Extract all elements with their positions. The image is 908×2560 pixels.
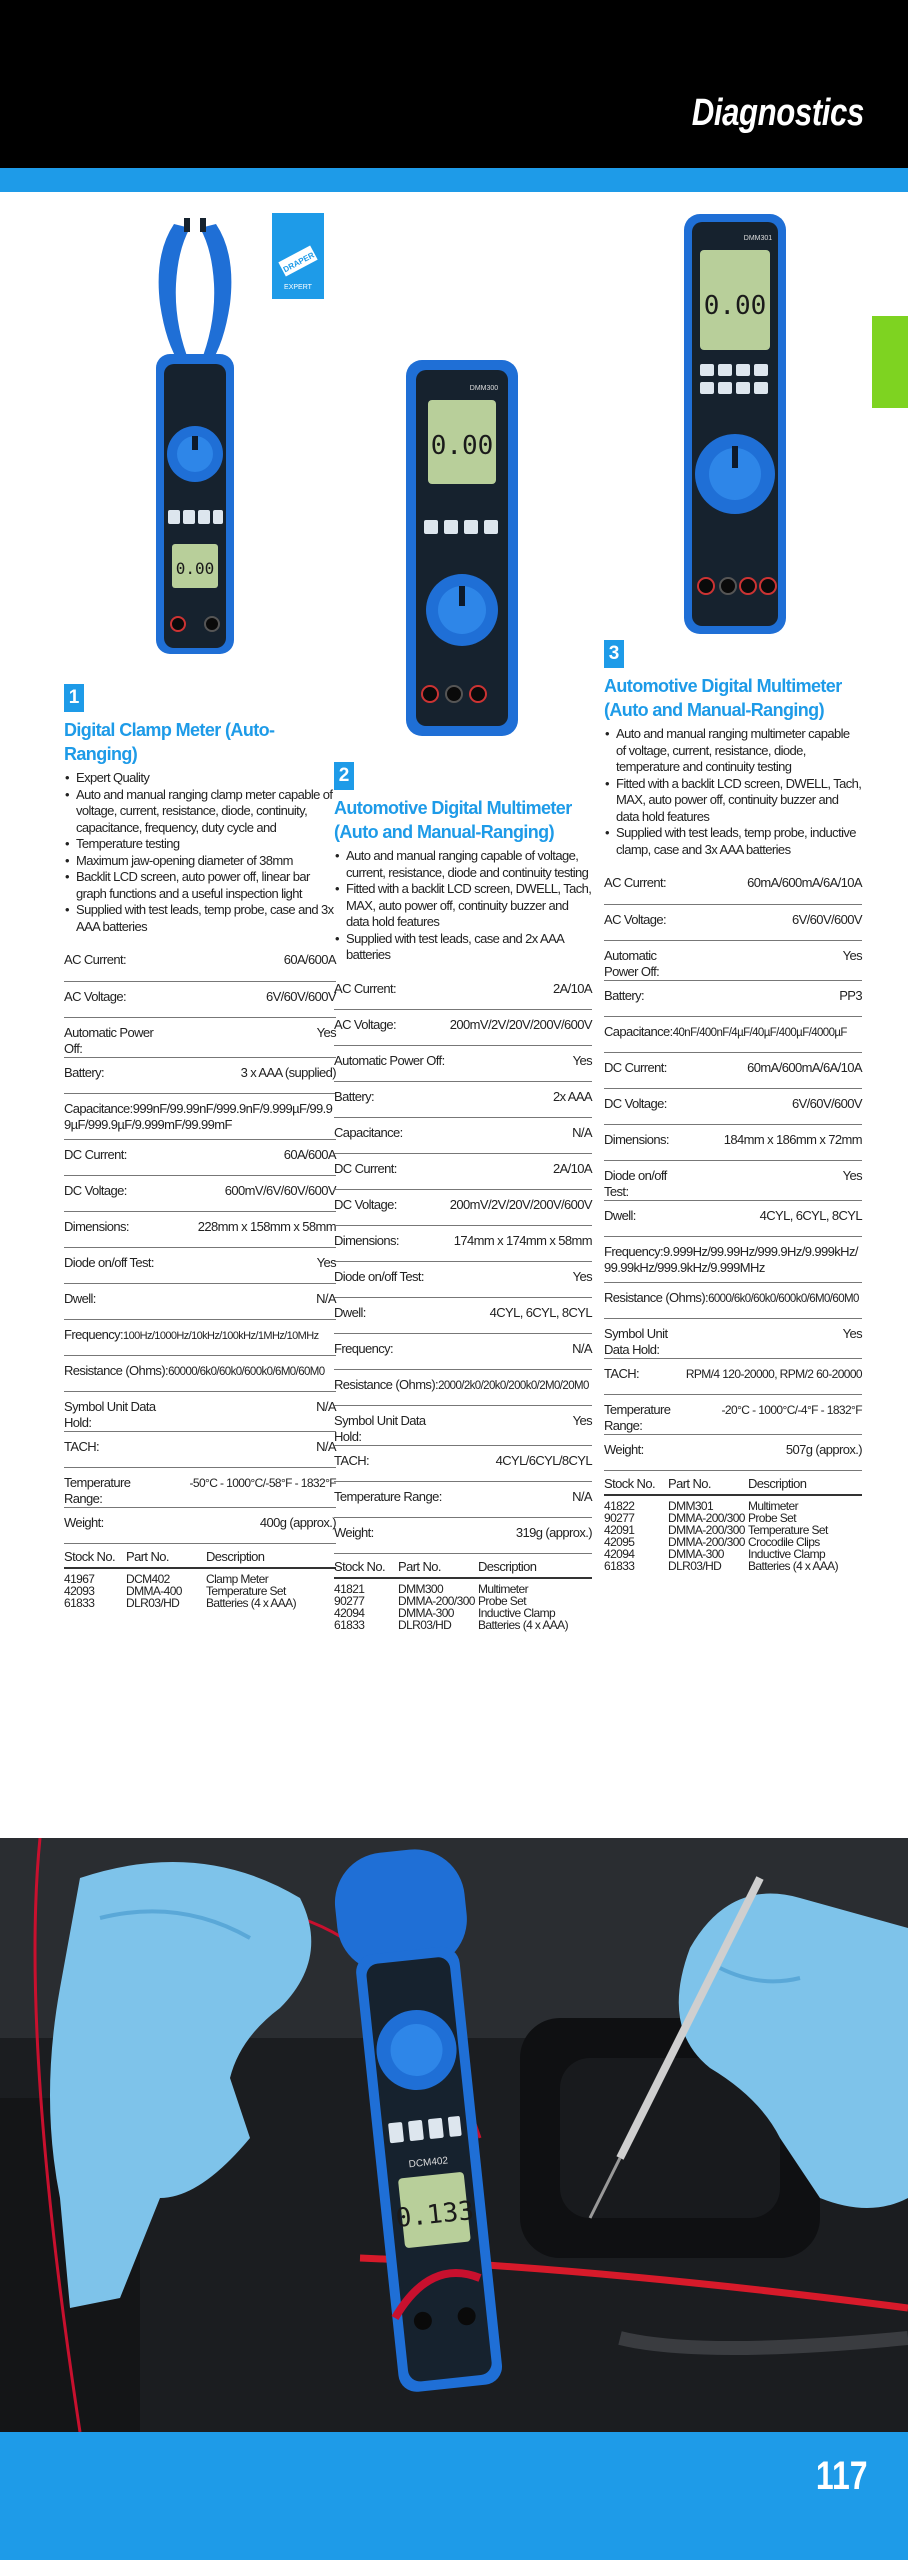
product-title: Automotive Digital Multimeter (Auto and Manual-Ranging) <box>334 798 572 842</box>
spec-row <box>334 974 592 1010</box>
multimeter-dmm300-image <box>404 360 520 736</box>
stock-number: 61833 <box>604 1558 635 1573</box>
spec-row <box>334 1334 592 1370</box>
brand-logo-text: DRAPER <box>281 250 316 275</box>
photo-meter-model: DCM402 <box>408 2155 449 2171</box>
stock-row <box>604 1524 862 1536</box>
spec-row <box>64 1391 336 1431</box>
spec-row <box>334 1370 592 1406</box>
spec-value: 6V/60V/600V <box>680 1088 862 1124</box>
stock-row <box>604 1495 862 1512</box>
stock-description: Probe Set <box>478 1594 526 1608</box>
product-3 <box>604 640 862 1572</box>
spec-value: 100Hz/1000Hz/10kHz/100kHz/1MHz/10MHz <box>123 1329 319 1342</box>
spec-label: Temperature Range: <box>64 1467 165 1507</box>
stock-header: Stock No. <box>334 1560 398 1578</box>
spec-full <box>64 1319 336 1355</box>
spec-full <box>604 1282 862 1318</box>
stock-number: 90277 <box>334 1594 365 1608</box>
spec-value: Yes <box>165 1247 336 1283</box>
spec-table <box>64 945 336 1544</box>
spec-label: TACH: <box>334 1446 450 1482</box>
stock-description: Temperature Set <box>748 1522 828 1537</box>
stock-row <box>64 1568 336 1585</box>
product-title: Automotive Digital Multimeter (Auto and Manual-Ranging) <box>604 676 842 720</box>
spec-label: Frequency: <box>604 1243 664 1259</box>
spec-value: 3 x AAA (supplied) <box>165 1057 336 1093</box>
stock-header-row <box>604 1477 862 1495</box>
part-number: DMMA-200/300 <box>668 1534 745 1549</box>
stock-number: 42095 <box>604 1534 635 1549</box>
brand-sub-text: EXPERT <box>284 284 312 291</box>
spec-row <box>604 980 862 1016</box>
spec-full <box>64 1093 336 1139</box>
spec-value: Yes <box>450 1262 592 1298</box>
spec-label: Weight: <box>604 1434 680 1470</box>
spec-row <box>604 1434 862 1470</box>
spec-value: N/A <box>165 1391 336 1431</box>
spec-row <box>334 1226 592 1262</box>
page-number: 117 <box>816 2454 868 2498</box>
spec-row <box>334 1406 592 1446</box>
feature-item: • Temperature testing <box>64 836 336 853</box>
spec-row <box>604 1394 862 1434</box>
spec-label: Automatic Power Off: <box>64 1017 165 1057</box>
spec-label: Capacitance: <box>334 1118 450 1154</box>
spec-value: 184mm x 186mm x 72mm <box>680 1124 862 1160</box>
spec-value: 319g (approx.) <box>450 1518 592 1554</box>
spec-label: Frequency: <box>64 1326 124 1342</box>
part-number: DMM301 <box>668 1498 714 1513</box>
spec-row <box>64 1507 336 1543</box>
spec-value: RPM/4 120-20000, RPM/2 60-20000 <box>680 1358 862 1394</box>
spec-label: DC Current: <box>64 1139 165 1175</box>
stock-number: 61833 <box>64 1595 95 1610</box>
draper-logo <box>272 213 324 299</box>
spec-label: Battery: <box>334 1082 450 1118</box>
spec-value: 2000/2k0/20k0/200k0/2M0/20M0 <box>438 1380 589 1392</box>
feature-item: • Expert Quality <box>64 770 336 787</box>
spec-value: PP3 <box>680 980 862 1016</box>
spec-row <box>604 1160 862 1200</box>
spec-full <box>604 1016 862 1052</box>
description-header: Description <box>478 1560 592 1578</box>
stock-row <box>604 1560 862 1572</box>
spec-label: Temperature Range: <box>604 1394 680 1434</box>
stock-table <box>334 1560 592 1631</box>
stock-row <box>604 1512 862 1524</box>
stock-row <box>334 1578 592 1595</box>
feature-item: • Backlit LCD screen, auto power off, linear bar graph functions and a useful inspection light <box>64 869 336 902</box>
spec-label: Diode on/off Test: <box>64 1247 165 1283</box>
spec-value: 200mV/2V/20V/200V/600V <box>450 1010 592 1046</box>
stock-row <box>334 1619 592 1631</box>
stock-description: Multimeter <box>478 1582 529 1596</box>
stock-description: Multimeter <box>748 1498 799 1513</box>
part-number: DMMA-200/300 <box>668 1510 745 1525</box>
stock-description: Crocodile Clips <box>748 1534 820 1549</box>
multimeter-dmm300-model: DMM300 <box>469 385 499 392</box>
feature-item: • Auto and manual ranging multimeter capable of voltage, current, resistance, diode, temperature and continuity testing <box>604 726 862 776</box>
spec-value: 999nF/99.99nF/999.9nF/9.999µF/99.99µF/999.9µF/9.999mF/99.99mF <box>64 1100 333 1132</box>
spec-label: Dimensions: <box>334 1226 450 1262</box>
spec-value: 2A/10A <box>450 1154 592 1190</box>
multimeter-dmm301-display: 0.00 <box>703 291 767 321</box>
section-tab <box>872 316 908 408</box>
stock-header: Stock No. <box>64 1550 126 1568</box>
feature-item: • Auto and manual ranging clamp meter capable of voltage, current, resistance, diode, continuity, capacitance, frequency, duty cycle and <box>64 787 336 837</box>
spec-row <box>334 1046 592 1082</box>
spec-value: 4CYL, 6CYL, 8CYL <box>450 1298 592 1334</box>
part-number: DMMA-300 <box>398 1606 454 1620</box>
spec-row <box>64 981 336 1017</box>
spec-label: AC Current: <box>604 868 680 904</box>
spec-label: AC Current: <box>64 945 165 981</box>
stock-header-row <box>64 1550 336 1568</box>
stock-description: Batteries (4 x AAA) <box>748 1558 838 1573</box>
spec-full <box>334 1370 592 1406</box>
spec-label: Battery: <box>64 1057 165 1093</box>
stock-description: Batteries (4 x AAA) <box>206 1595 296 1610</box>
spec-row <box>604 1016 862 1052</box>
spec-row <box>64 1247 336 1283</box>
stock-table <box>604 1477 862 1572</box>
spec-label: Diode on/off Test: <box>604 1160 680 1200</box>
spec-label: Battery: <box>604 980 680 1016</box>
part-header: Part No. <box>398 1560 478 1578</box>
spec-row <box>64 1467 336 1507</box>
product-2 <box>334 762 592 1631</box>
stock-number: 41821 <box>334 1582 365 1596</box>
clamp-meter-display: 0.00 <box>175 559 215 578</box>
spec-label: DC Voltage: <box>334 1190 450 1226</box>
section-title: Diagnostics <box>691 92 864 134</box>
spec-row <box>334 1518 592 1554</box>
product-number-badge: 1 <box>64 684 84 712</box>
spec-label: Resistance (Ohms): <box>334 1377 439 1392</box>
stock-row <box>604 1536 862 1548</box>
stock-row <box>64 1597 336 1609</box>
spec-value: 6V/60V/600V <box>165 981 336 1017</box>
description-header: Description <box>748 1477 862 1495</box>
spec-value: 507g (approx.) <box>680 1434 862 1470</box>
spec-value: 60A/600A <box>165 1139 336 1175</box>
product-number-badge: 3 <box>604 640 624 668</box>
spec-label: TACH: <box>604 1358 680 1394</box>
spec-label: AC Voltage: <box>604 904 680 940</box>
spec-value: N/A <box>450 1334 592 1370</box>
feature-item: • Supplied with test leads, case and 2x AAA batteries <box>334 931 592 964</box>
stock-description: Temperature Set <box>206 1583 286 1598</box>
spec-row <box>64 1175 336 1211</box>
stock-number: 42091 <box>604 1522 635 1537</box>
spec-row <box>604 1358 862 1394</box>
spec-label: Dwell: <box>64 1283 165 1319</box>
feature-list <box>64 770 336 935</box>
spec-row <box>604 868 862 904</box>
product-1 <box>64 684 336 1609</box>
part-number: DMMA-200/300 <box>398 1594 475 1608</box>
spec-label: DC Current: <box>334 1154 450 1190</box>
stock-description: Inductive Clamp <box>748 1546 826 1561</box>
stock-number: 42094 <box>334 1606 365 1620</box>
spec-label: Dwell: <box>334 1298 450 1334</box>
stock-table <box>64 1550 336 1609</box>
product-title: Digital Clamp Meter (Auto-Ranging) <box>64 720 275 764</box>
part-number: DMMA-400 <box>126 1583 182 1598</box>
feature-item: • Fitted with a backlit LCD screen, DWELL, Tach, MAX, auto power off, continuity buzzer and data hold features <box>334 881 592 931</box>
spec-value: N/A <box>165 1431 336 1467</box>
spec-label: Dimensions: <box>604 1124 680 1160</box>
spec-value: 600mV/6V/60V/600V <box>165 1175 336 1211</box>
stock-description: Inductive Clamp <box>478 1606 556 1620</box>
spec-label: Capacitance: <box>64 1100 133 1116</box>
feature-item: • Auto and manual ranging capable of voltage, current, resistance, diode and continuity testing <box>334 848 592 881</box>
spec-label: DC Current: <box>604 1052 680 1088</box>
spec-label: Capacitance: <box>604 1023 673 1039</box>
spec-value: Yes <box>165 1017 336 1057</box>
spec-row <box>334 1446 592 1482</box>
spec-full <box>604 1236 862 1282</box>
clamp-meter-image <box>144 214 246 658</box>
part-header: Part No. <box>668 1477 748 1495</box>
part-number: DMMA-300 <box>668 1546 724 1561</box>
spec-value: 228mm x 158mm x 58mm <box>165 1211 336 1247</box>
spec-row <box>604 1124 862 1160</box>
spec-label: Resistance (Ohms): <box>64 1362 169 1378</box>
spec-value: 400g (approx.) <box>165 1507 336 1543</box>
photo-meter-display: 0.133 <box>394 2195 476 2235</box>
header-bar <box>0 0 908 168</box>
stock-header: Stock No. <box>604 1477 668 1495</box>
stock-number: 41967 <box>64 1571 95 1586</box>
part-number: DCM402 <box>126 1571 170 1586</box>
spec-value: 174mm x 174mm x 58mm <box>450 1226 592 1262</box>
multimeter-dmm300-display: 0.00 <box>430 431 494 461</box>
spec-label: Automatic Power Off: <box>334 1046 450 1082</box>
stock-row <box>64 1585 336 1597</box>
spec-row <box>334 1010 592 1046</box>
spec-value: 200mV/2V/20V/200V/600V <box>450 1190 592 1226</box>
description-header: Description <box>206 1550 336 1568</box>
spec-value: 2x AAA <box>450 1082 592 1118</box>
spec-row <box>334 1118 592 1154</box>
in-use-photo <box>0 1838 908 2432</box>
spec-value: 40nF/400nF/4µF/40µF/400µF/4000µF <box>672 1026 847 1039</box>
spec-row <box>604 940 862 980</box>
spec-label: Dimensions: <box>64 1211 165 1247</box>
spec-value: 6V/60V/600V <box>680 904 862 940</box>
stock-number: 90277 <box>604 1510 635 1525</box>
spec-value: Yes <box>680 1160 862 1200</box>
spec-row <box>334 1298 592 1334</box>
spec-table <box>334 974 592 1555</box>
spec-label: Symbol Unit Data Hold: <box>64 1391 165 1431</box>
spec-row <box>604 1200 862 1236</box>
feature-item: • Maximum jaw-opening diameter of 38mm <box>64 853 336 870</box>
spec-label: Diode on/off Test: <box>334 1262 450 1298</box>
spec-label: Weight: <box>334 1518 450 1554</box>
spec-label: Symbol Unit Data Hold: <box>334 1406 450 1446</box>
spec-row <box>64 1431 336 1467</box>
stock-number: 61833 <box>334 1618 365 1632</box>
spec-label: Symbol Unit Data Hold: <box>604 1318 680 1358</box>
spec-value: Yes <box>680 1318 862 1358</box>
spec-label: Weight: <box>64 1507 165 1543</box>
stock-description: Probe Set <box>748 1510 796 1525</box>
stock-description: Batteries (4 x AAA) <box>478 1618 568 1632</box>
spec-table <box>604 868 862 1471</box>
spec-value: 60mA/600mA/6A/10A <box>680 868 862 904</box>
spec-value: 60000/6k0/60k0/600k0/6M0/60M0 <box>168 1365 325 1378</box>
multimeter-dmm301-model: DMM301 <box>743 235 773 242</box>
spec-row <box>64 1017 336 1057</box>
multimeter-dmm301-image <box>682 214 788 634</box>
spec-label: AC Current: <box>334 974 450 1010</box>
spec-row <box>334 1482 592 1518</box>
spec-label: Automatic Power Off: <box>604 940 680 980</box>
spec-row <box>604 1282 862 1318</box>
spec-row <box>604 1236 862 1282</box>
stock-row <box>604 1548 862 1560</box>
spec-value: 4CYL/6CYL/8CYL <box>450 1446 592 1482</box>
part-number: DLR03/HD <box>668 1558 722 1573</box>
spec-row <box>64 1355 336 1391</box>
spec-label: Frequency: <box>334 1334 450 1370</box>
spec-value: 4CYL, 6CYL, 8CYL <box>680 1200 862 1236</box>
spec-value: Yes <box>450 1406 592 1446</box>
spec-full <box>64 1355 336 1391</box>
spec-row <box>334 1190 592 1226</box>
spec-row <box>604 1088 862 1124</box>
spec-value: 9.999Hz/99.99Hz/999.9Hz/9.999kHz/99.99kHz/999.9kHz/9.999MHz <box>604 1243 858 1275</box>
spec-row <box>334 1082 592 1118</box>
spec-label: AC Voltage: <box>334 1010 450 1046</box>
feature-item: • Fitted with a backlit LCD screen, DWELL, Tach, MAX, auto power off, continuity buzzer and data hold features <box>604 776 862 826</box>
spec-value: -20°C - 1000°C/-4°F - 1832°F <box>680 1394 862 1434</box>
spec-value: 2A/10A <box>450 974 592 1010</box>
feature-list <box>334 848 592 964</box>
part-number: DMM300 <box>398 1582 444 1596</box>
spec-value: Yes <box>450 1046 592 1082</box>
stock-number: 41822 <box>604 1498 635 1513</box>
spec-value: 60mA/600mA/6A/10A <box>680 1052 862 1088</box>
feature-item: • Supplied with test leads, temp probe, inductive clamp, case and 3x AAA batteries <box>604 825 862 858</box>
spec-label: Dwell: <box>604 1200 680 1236</box>
spec-row <box>64 945 336 981</box>
stock-description: Clamp Meter <box>206 1571 269 1586</box>
spec-label: AC Voltage: <box>64 981 165 1017</box>
spec-label: DC Voltage: <box>604 1088 680 1124</box>
spec-value: 6000/6k0/60k0/600k0/6M0/60M0 <box>708 1292 859 1305</box>
spec-value: N/A <box>450 1482 592 1518</box>
stock-number: 42094 <box>604 1546 635 1561</box>
spec-row <box>604 1052 862 1088</box>
spec-row <box>64 1139 336 1175</box>
spec-label: Temperature Range: <box>334 1482 450 1518</box>
spec-value: N/A <box>450 1118 592 1154</box>
feature-list <box>604 726 862 858</box>
spec-value: 60A/600A <box>165 945 336 981</box>
spec-label: Resistance (Ohms): <box>604 1289 709 1305</box>
spec-row <box>334 1154 592 1190</box>
spec-label: TACH: <box>64 1431 165 1467</box>
spec-value: Yes <box>680 940 862 980</box>
spec-row <box>604 904 862 940</box>
spec-label: DC Voltage: <box>64 1175 165 1211</box>
part-header: Part No. <box>126 1550 206 1568</box>
feature-item: • Supplied with test leads, temp probe, case and 3x AAA batteries <box>64 902 336 935</box>
spec-row <box>604 1318 862 1358</box>
spec-row <box>64 1057 336 1093</box>
spec-value: N/A <box>165 1283 336 1319</box>
spec-row <box>64 1093 336 1139</box>
spec-value: -50°C - 1000°C/-58°F - 1832°F <box>165 1467 336 1507</box>
part-number: DMMA-200/300 <box>668 1522 745 1537</box>
product-number-badge: 2 <box>334 762 354 790</box>
spec-row <box>64 1319 336 1355</box>
stock-number: 42093 <box>64 1583 95 1598</box>
header-rule <box>0 168 908 192</box>
spec-row <box>64 1211 336 1247</box>
part-number: DLR03/HD <box>126 1595 180 1610</box>
spec-row <box>334 1262 592 1298</box>
part-number: DLR03/HD <box>398 1618 452 1632</box>
stock-header-row <box>334 1560 592 1578</box>
footer-bar <box>0 2432 908 2560</box>
spec-row <box>64 1283 336 1319</box>
